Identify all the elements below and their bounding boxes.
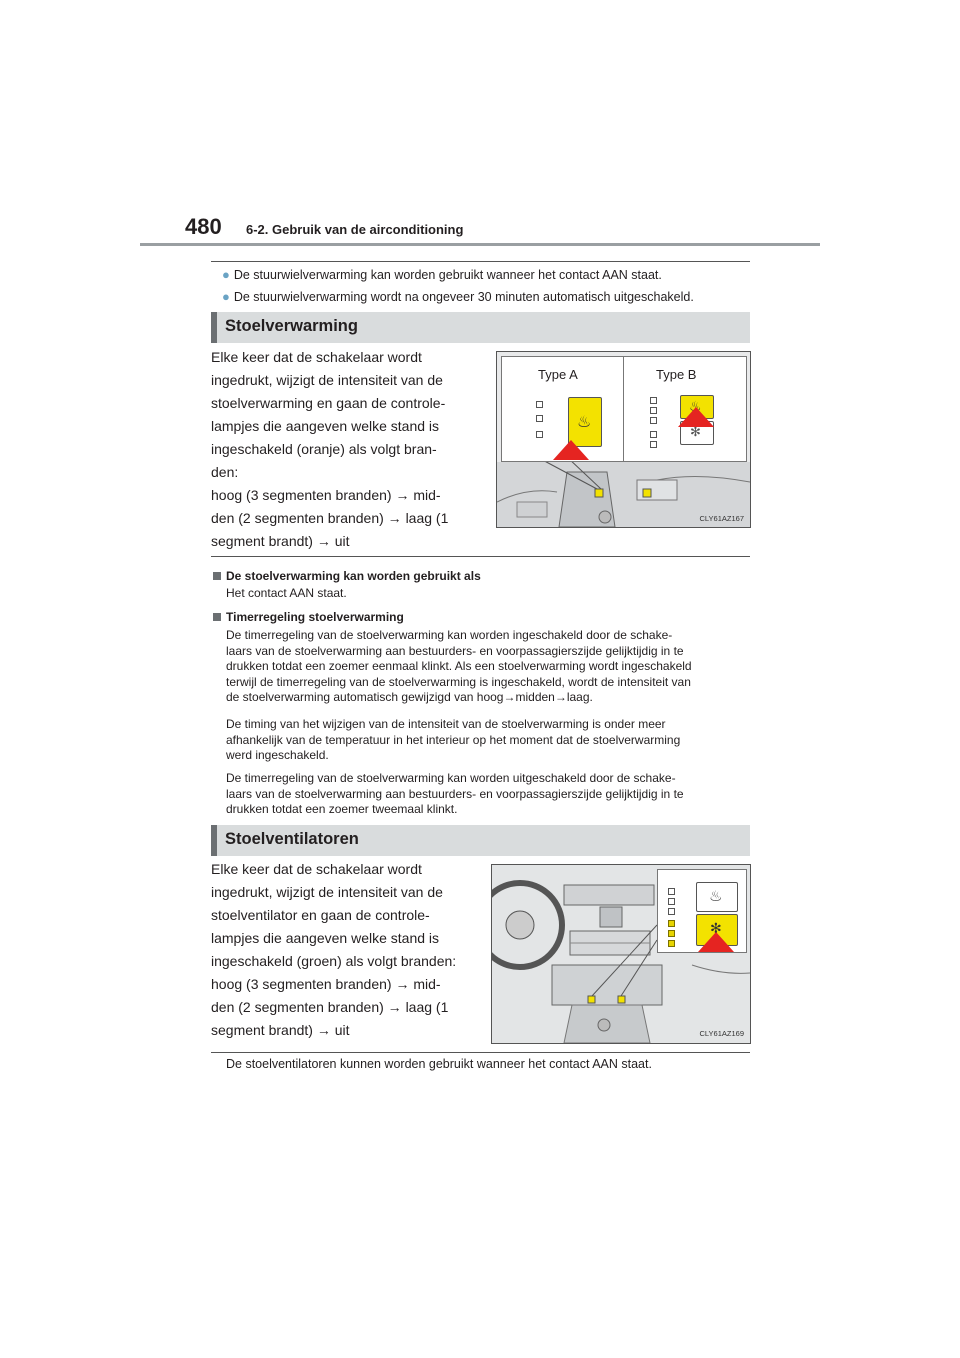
fan-icon: ✻	[690, 424, 701, 439]
note-text: Het contact AAN staat.	[226, 586, 347, 600]
square-bullet-icon	[213, 572, 221, 580]
indicator-lamp	[650, 441, 657, 448]
switch-panel-callout	[657, 869, 747, 953]
indicator-lamp	[650, 397, 657, 404]
note-paragraph: De timing van het wijzigen van de intensiteit van de stoelverwarming is onder meer afhankelijk van de temperatuur in het interieur op het moment dat de stoelverwarming werd ingeschakeld.	[226, 717, 681, 762]
note-heading: Timerregeling stoelverwarming	[213, 610, 404, 624]
section-header-seat-ventilation	[211, 825, 750, 856]
type-a-label: Type A	[538, 367, 578, 382]
ventilation-footnote: De stoelventilatoren kunnen worden gebruikt wanneer het contact AAN staat.	[226, 1057, 652, 1071]
indicator-lamp	[668, 908, 675, 915]
seat-heating-paragraph: Elke keer dat de schakelaar wordt ingedrukt, wijzigt de intensiteit van de stoelverwarming en gaan de controle- lampjes die aangeven welke stand is ingeschakeld (oranje) als volgt bran- den: hoog (3 segmenten branden) → mid- den (2 segmenten branden) → laag (1 segment brandt) → uit	[211, 349, 449, 549]
header-rule	[140, 243, 820, 246]
section-title: Stoelverwarming	[225, 317, 358, 335]
seat-heater-icon: ♨	[577, 414, 592, 431]
bullet-icon: ●	[222, 267, 230, 282]
chapter-title: 6-2. Gebruik van de airconditioning	[246, 222, 464, 237]
indicator-lamp	[650, 417, 657, 424]
indicator-lamp-lit	[668, 920, 675, 927]
indicator-lamp	[536, 431, 543, 438]
panel-divider	[623, 357, 624, 461]
indicator-lamp-lit	[668, 930, 675, 937]
seat-heating-illustration	[496, 351, 751, 528]
note-paragraph: De timerregeling van de stoelverwarming kan worden ingeschakeld door de schake- laars van de stoelverwarming aan bestuurders- en voorpassagierszijde gelijktijdig in te drukken totdat een zoemer eenmaal klinkt. Als een stoelverwarming wordt ingeschakeld terwijl de timerregeling van de stoelverwarming is ingeschakeld, wordt de intensiteit van de stoelverwarming automatisch gewijzigd van hoog→midden→laag.	[226, 628, 692, 704]
red-arrow-icon	[553, 440, 589, 460]
seat-heater-switch[interactable]	[696, 882, 738, 912]
indicator-lamp	[668, 888, 675, 895]
note-heading: De stoelverwarming kan worden gebruikt als	[213, 569, 481, 583]
switch-panel-callout	[501, 356, 747, 462]
square-bullet-icon	[213, 613, 221, 621]
type-b-label: Type B	[656, 367, 697, 382]
seat-ventilation-paragraph: Elke keer dat de schakelaar wordt ingedrukt, wijzigt de intensiteit van de stoelventilator en gaan de controle- lampjes die aangeven welke stand is ingeschakeld (groen) als volgt branden: hoog (3 segmenten branden) → mid- den (2 segmenten branden) → laag (1 segment brandt) → uit	[211, 861, 457, 1038]
indicator-lamp	[650, 407, 657, 414]
section-title: Stoelventilatoren	[225, 830, 359, 848]
red-arrow-icon	[698, 932, 734, 952]
seat-ventilation-illustration	[491, 864, 751, 1044]
divider	[211, 556, 750, 557]
note-paragraph: De timerregeling van de stoelverwarming kan worden uitgeschakeld door de schake- laars van de stoelverwarming aan bestuurders- en voorpassagierszijde gelijktijdig in te drukken totdat een zoemer tweemaal klinkt.	[226, 771, 684, 816]
seat-heater-icon: ♨	[689, 398, 702, 414]
page-number: 480	[185, 214, 222, 239]
indicator-lamp	[650, 431, 657, 438]
bullet-icon: ●	[222, 289, 230, 304]
divider	[211, 1052, 750, 1053]
image-code: CLY61AZ167	[699, 514, 744, 523]
indicator-lamp-lit	[668, 940, 675, 947]
red-arrow-icon	[678, 407, 714, 427]
bullet-item: ● De stuurwielverwarming wordt na ongeveer 30 minuten automatisch uitgeschakeld.	[222, 289, 694, 304]
indicator-lamp	[536, 401, 543, 408]
divider	[211, 261, 750, 262]
fan-icon: ✻	[710, 920, 722, 936]
section-bar	[211, 312, 217, 343]
section-header-seat-heating	[211, 312, 750, 343]
indicator-lamp	[536, 415, 543, 422]
image-code: CLY61AZ169	[699, 1029, 744, 1038]
indicator-lamp	[668, 898, 675, 905]
section-bar	[211, 825, 217, 856]
seat-heater-icon: ♨	[709, 888, 723, 905]
bullet-item: ● De stuurwielverwarming kan worden gebruikt wanneer het contact AAN staat.	[222, 267, 662, 282]
